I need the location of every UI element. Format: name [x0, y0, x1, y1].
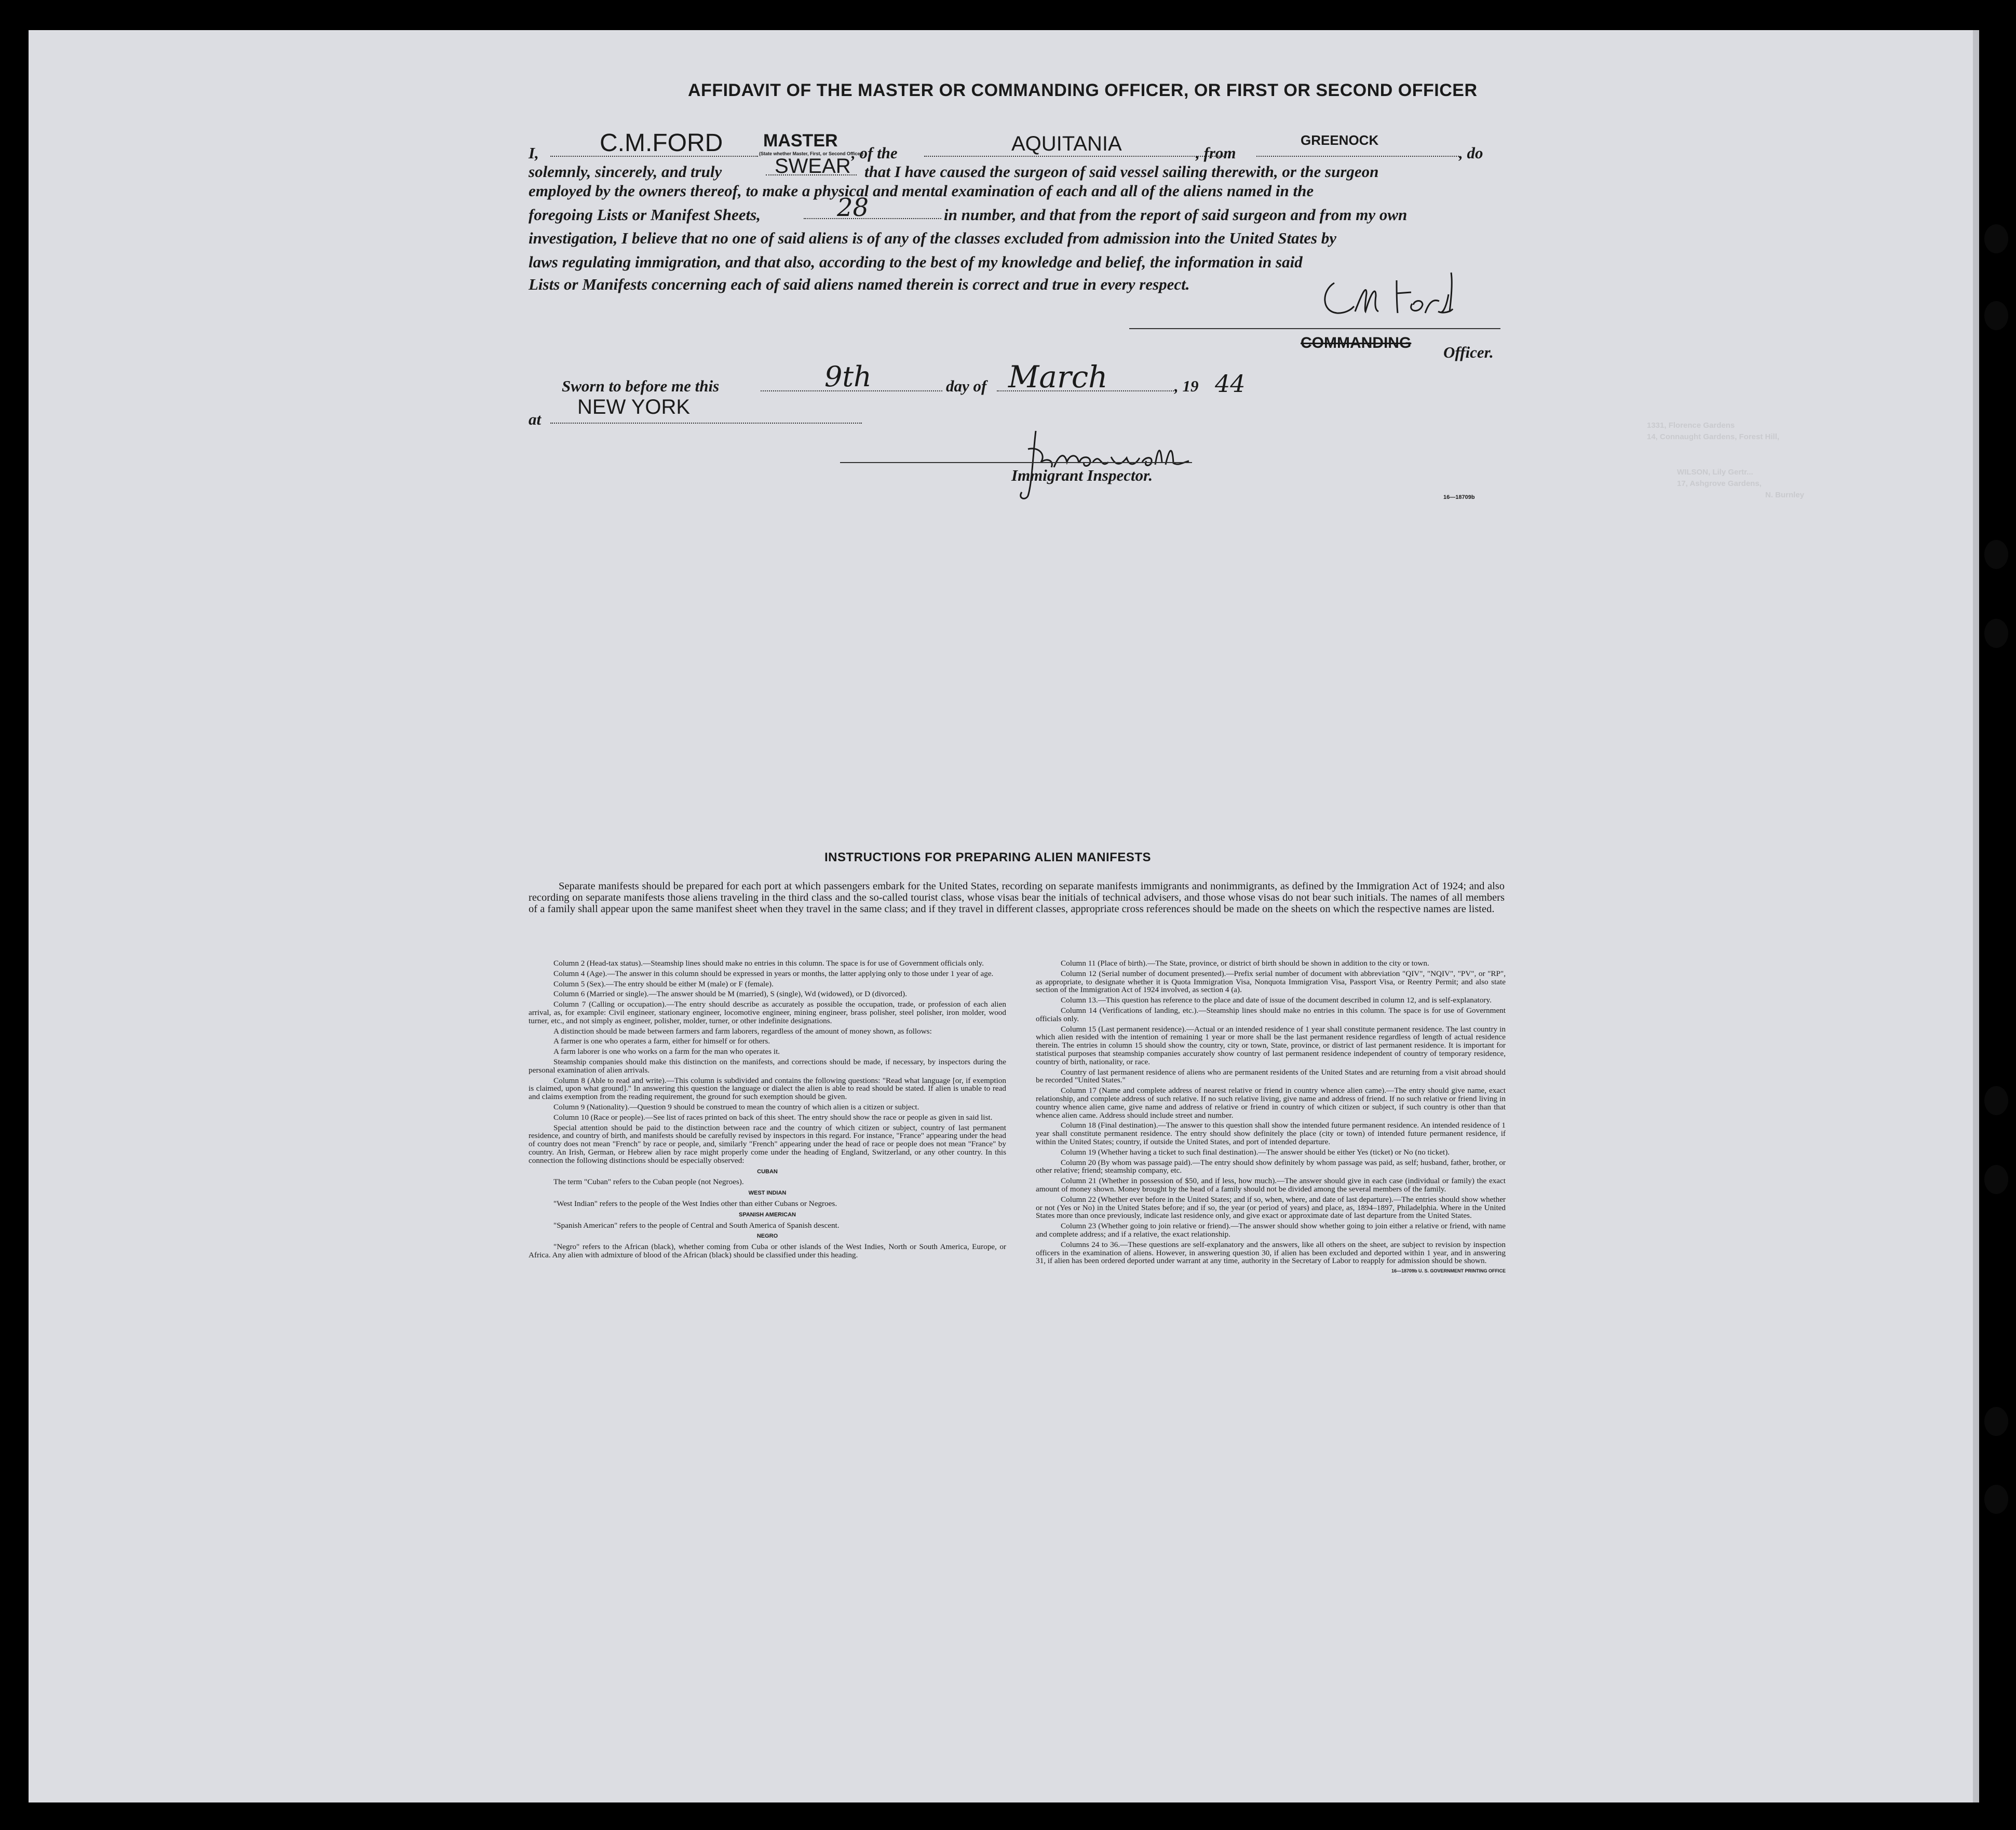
sheet-count: 28 [837, 193, 869, 222]
inspector-signature [1018, 426, 1215, 504]
instruction-paragraph: Column 2 (Head-tax status).—Steamship lines should make no entries in this column. The space is for use of Government officials only. [553, 959, 984, 968]
rank-value: MASTER [763, 131, 838, 151]
instruction-paragraph: Column 10 (Race or people).—See list of races printed on back of this sheet. The entry should show the race or people as given in said list. [553, 1113, 993, 1122]
instruction-paragraph: Column 13.—This question has reference to the place and date of issue of the document described in column 12, and is self-explanatory. [1061, 996, 1492, 1005]
year-value: 44 [1215, 370, 1246, 398]
punch-hole [1984, 1165, 2008, 1194]
punch-hole [1984, 301, 2008, 330]
affidavit-line-4a: foregoing Lists or Manifest Sheets, [529, 206, 761, 224]
document-sheet [29, 30, 1976, 1802]
instruction-paragraph: A farm laborer is one who works on a farm for the man who operates it. [553, 1047, 780, 1056]
year-prefix: , 19 [1174, 377, 1199, 395]
day-value: 9th [824, 360, 872, 393]
officer-title: COMMANDING [1301, 334, 1412, 351]
sworn-text: Sworn to before me this [562, 377, 720, 395]
instruction-paragraph: Special attention should be paid to the distinction between race and the country of which citizen or subject, country of last permanent residence, and country of birth, and manifests should be carefully revised by inspectors in this regard. For instance, "France" appearing under the head of country does not mean "French" by race or people, and, similarly "French" appearing under the head of race or people does not mean "France" by country. An Irish, German, or Hebrew alien by race might properly come under the heading of England, Switzerland, or any other country. In this connection the following distinctions should be especially observed: [529, 1123, 1006, 1165]
oath-value: SWEAR [775, 155, 851, 178]
instructions-intro: Separate manifests should be prepared for each port at which passengers embark for the United States, recording on separate manifests immigrants and nonimmigrants, as defined by the Immigration Act of 1924; and also recording on separate manifests those aliens traveling in the third class and the so-called tourist class, whose visas bear the initials of technical advisers, and those whose visas do not bear such initials. The names of all members of a family shall appear upon the same manifest sheet when they travel in the same class; and if they travel in different classes, appropriate cross references should be made on the sheets on which the respective names are listed. [529, 880, 1505, 915]
punch-hole [1984, 224, 2008, 253]
month-value: March [1008, 359, 1108, 395]
instruction-paragraph: Column 19 (Whether having a ticket to such final destination).—The answer should be either Yes (ticket) or No (no ticket). [1061, 1147, 1450, 1157]
officer-suffix: Officer. [1443, 343, 1494, 361]
rank-note: (State whether Master, First, or Second Officer) [759, 151, 864, 156]
master-signature [1319, 262, 1464, 324]
spanish-american-paragraph: "Spanish American" refers to the people of Central and South America of Spanish descent. [553, 1221, 840, 1230]
inspector-label: Immigrant Inspector. [1011, 466, 1153, 484]
instruction-paragraph: Column 21 (Whether in possession of $50, and if less, how much).—The answer should give in each case (individual or family) the exact amount of money shown. Money brought by the head of a family should not be divided among the several members of the family. [1036, 1176, 1506, 1194]
spanish-american-heading: SPANISH AMERICAN [738, 1211, 796, 1218]
bleed-through-text: N. Burnley [1765, 491, 1805, 499]
text-from: , from [1196, 144, 1236, 162]
instructions-right-column [1036, 959, 1506, 1278]
instruction-paragraph: Column 23 (Whether going to join relative or friend).—The answer should show whether going to join either a relative or friend, with name and complete address; and if a relative, the exact relationship. [1036, 1222, 1506, 1239]
instructions-title: INSTRUCTIONS FOR PREPARING ALIEN MANIFESTS [824, 850, 1152, 864]
affidavit-line-7: Lists or Manifests concerning each of said aliens named therein is correct and true in every respect. [529, 275, 1190, 293]
affidavit-line-4b: in number, and that from the report of said surgeon and from my own [944, 206, 1408, 224]
affidavit-title: AFFIDAVIT OF THE MASTER OR COMMANDING OFFICER, OR FIRST OR SECOND OFFICER [688, 80, 1478, 100]
instruction-paragraph: Column 18 (Final destination).—The answer to this question shall show the intended future permanent residence. An intended residence of 1 year shall constitute permanent residence. The entry should show definitely the place (city or town) of intended future permanent residence, if within the United States; country, if outside the United States, and port of intended departure. [1036, 1121, 1506, 1146]
cuban-paragraph: The term "Cuban" refers to the Cuban people (not Negroes). [553, 1177, 744, 1187]
instruction-paragraph: Country of last permanent residence of aliens who are permanent residents of the United States and are returning from a visit abroad should be recorded "United States." [1036, 1067, 1506, 1085]
bleed-through-text: WILSON, Lily Gertr... [1677, 468, 1753, 477]
instruction-paragraph: Column 15 (Last permanent residence).—Actual or an intended residence of 1 year shall constitute permanent residence. The last country in which alien resided with the intention of remaining 1 year or more shall be the last permanent residence regardless of length of actual residence therein. The entries in column 15 should show the country, city or town, State, province, or district of last permanent residence. It is important for statistical purposes that steamship companies accurately show country of last permanent residence independent of country of temporary residence, country of birth, nationality, or race. [1036, 1024, 1506, 1066]
instruction-paragraph: Column 5 (Sex).—The entry should be either M (male) or F (female). [553, 979, 774, 988]
instruction-paragraph: Column 12 (Serial number of document presented).—Prefix serial number of document with abbreviation "QIV", "NQIV", "PV", or "RP", as appropriate, to designate whether it is Quota Immigration Visa, Nonquota Immigration Visa, Passport Visa, or Reentry Permit; and also state section of the Immigration Act of 1924 involved, as section 4 (a). [1036, 969, 1506, 995]
place-value: NEW YORK [577, 396, 691, 418]
instruction-paragraph: A distinction should be made between farmers and farm laborers, regardless of the amount of money shown, as follows: [553, 1026, 932, 1036]
instruction-paragraph: A farmer is one who operates a farm, either for himself or for others. [553, 1037, 770, 1046]
instruction-paragraph: Column 11 (Place of birth).—The State, province, or district of birth should be shown in addition to the city or town. [1061, 959, 1429, 968]
day-of-text: day of [946, 377, 987, 395]
affidavit-line-6: laws regulating immigration, and that also, according to the best of my knowledge and belief, the information in said [529, 253, 1303, 271]
at-text: at [529, 410, 542, 428]
cuban-heading: CUBAN [757, 1168, 778, 1175]
punch-hole [1984, 1407, 2008, 1436]
affidavit-line-3: employed by the owners thereof, to make a physical and mental examination of each and all of the aliens named in the [529, 182, 1314, 200]
instruction-paragraph: Column 8 (Able to read and write).—This column is subdivided and contains the following questions: "Read what language [or, if exemption is claimed, upon what ground]." In answering this question the language or dialect the alien is able to read should be stated. If alien is unable to read and claims exemption from the reading requirement, the ground for such exemption should be given. [529, 1076, 1006, 1102]
punch-hole [1984, 619, 2008, 648]
sheet-edge [1973, 30, 1979, 1802]
instruction-paragraph: Column 4 (Age).—The answer in this column should be expressed in years or months, the latter applying only to those under 1 year of age. [553, 969, 994, 978]
punch-hole [1984, 1485, 2008, 1514]
instruction-paragraph: Steamship companies should make this distinction on the manifests, and corrections should be made, if necessary, by inspectors during the personal examination of alien arrivals. [529, 1057, 1006, 1075]
text-i: I, [529, 144, 539, 162]
bleed-through-text: 17, Ashgrove Gardens, [1677, 479, 1762, 488]
master-name: C.M.FORD [600, 129, 723, 157]
west-indian-paragraph: "West Indian" refers to the people of the West Indies other than either Cubans or Negroes. [553, 1199, 837, 1208]
bleed-through-text: 14, Connaught Gardens, Forest Hill, [1647, 432, 1780, 441]
instruction-paragraph: Column 6 (Married or single).—The answer should be M (married), S (single), Wd (widowed), or D (divorced). [553, 989, 907, 999]
negro-heading: NEGRO [756, 1233, 778, 1240]
text-do: , do [1459, 144, 1483, 162]
printing-office-footer: 16—18709b U. S. GOVERNMENT PRINTING OFFICE [1391, 1268, 1506, 1274]
instruction-paragraph: Columns 24 to 36.—These questions are self-explanatory and the answers, like all others on the sheet, are subject to revision by inspection officers in the examination of aliens. However, in answering question 30, if alien has been excluded and deported within 1 year, and in answering 31, if alien has been ordered deported under warrant at any time, authority in the Secretary of Labor to reapply for admission should be shown. [1036, 1240, 1506, 1266]
vessel-name: AQUITANIA [1011, 132, 1122, 155]
instruction-paragraph: Column 22 (Whether ever before in the United States; and if so, when, where, and date of last departure).—The entries should show whether or not (Yes or No) in the United States before; and if so, the year (or period of years) and place, as, 1894–1897, Philadelphia. Where in the United States more than once previously, indicate last residence only, and give exact or approximate date of last departure from the United States. [1036, 1195, 1506, 1221]
form-number: 16—18709b [1443, 494, 1475, 500]
punch-hole [1984, 1086, 2008, 1115]
affidavit-line-2b: that I have caused the surgeon of said vessel sailing therewith, or the surgeon [864, 162, 1379, 181]
punch-hole [1984, 540, 2008, 569]
port-name: GREENOCK [1301, 132, 1379, 148]
affidavit-line-2a: solemnly, sincerely, and truly [529, 162, 722, 181]
instruction-paragraph: Column 14 (Verifications of landing, etc.).—Steamship lines should make no entries in this column. The space is for use of Government officials only. [1036, 1006, 1506, 1023]
instruction-paragraph: Column 17 (Name and complete address of nearest relative or friend in country whence alien came).—The entry should give name, exact relationship, and complete address of such relative. If no such relative living, give name and address of friend. If no such relative or friend living in country whence alien came, give name and address of relative or friend in country of which citizen or subject, if such country is other than that whence alien came. Address should include street and number. [1036, 1086, 1506, 1120]
instructions-left-column [529, 959, 1006, 1262]
bleed-through-text: 1331, Florence Gardens [1647, 421, 1735, 430]
instruction-paragraph: Column 7 (Calling or occupation).—The entry should describe as accurately as possible the occupation, trade, or profession of each alien arrival, as, for example: Civil engineer, stationary engineer, locomotive engineer, mining engineer, brass polisher, steel polisher, iron molder, wood turner, etc., and not simply as engineer, polisher, molder, turner, or other indefinite designations. [529, 1000, 1006, 1025]
instruction-paragraph: Column 20 (By whom was passage paid).—The entry should show definitely by whom passage was paid, as self; husband, father, brother, or other relative; friend; steamship company, etc. [1036, 1158, 1506, 1175]
affidavit-line-5: investigation, I believe that no one of said aliens is of any of the classes excluded from admission into the United States by [529, 229, 1337, 247]
instruction-paragraph: Column 9 (Nationality).—Question 9 should be construed to mean the country of which alien is a citizen or subject. [553, 1102, 919, 1111]
negro-paragraph: "Negro" refers to the African (black), whether coming from Cuba or other islands of the West Indies, North or South America, Europe, or Africa. Any alien with admixture of blood of the African (black) should be classified under this heading. [529, 1242, 1006, 1259]
text-of-the: , of the [851, 144, 898, 162]
west-indian-heading: WEST INDIAN [748, 1190, 787, 1197]
